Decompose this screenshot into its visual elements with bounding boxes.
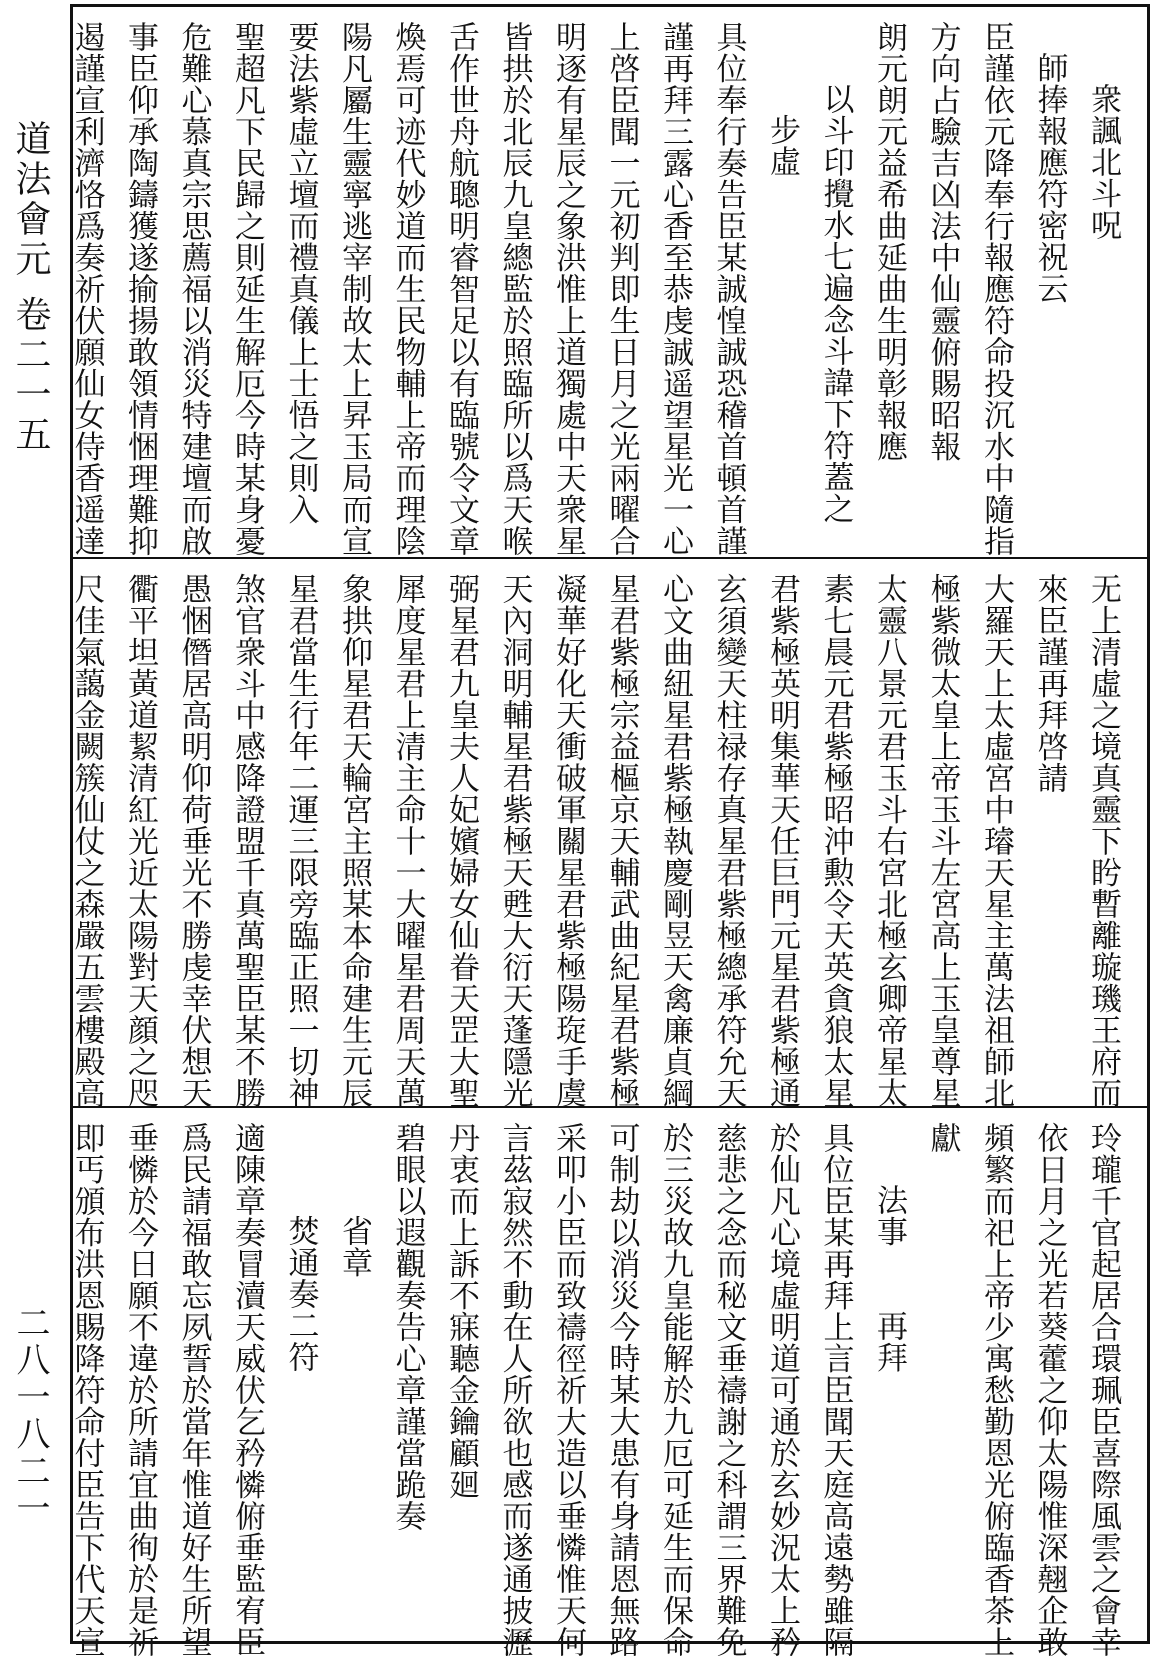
text-column: 師捧報應符密祝云	[1031, 52, 1068, 304]
text-panel-top	[68, 7, 1147, 559]
text-column: 事臣仰承陶鑄獲遂揄揚敢領情悃理難抑	[122, 21, 158, 557]
text-column: 星君當生行年二運三限旁臨正照一切神	[282, 573, 319, 1109]
text-column: 衢平坦黃道絜清紅光近太陽對天顔之咫	[122, 573, 158, 1109]
text-column: 明逐有星辰之象洪惟上道獨處中天衆星	[550, 21, 586, 557]
text-column: 具位奉行奏告臣某誠惶誠恐稽首頓首謹	[710, 21, 747, 557]
text-panel-middle	[68, 559, 1147, 1109]
text-column: 方向占驗吉凶法中仙靈俯賜昭報	[924, 21, 961, 462]
text-column: 適陳章奏冒瀆天威伏乞矜憐俯垂監宥臣	[229, 1122, 265, 1658]
page-number: 二八一八二一	[10, 1305, 50, 1527]
text-column: 即丐頒布洪恩賜降符命付臣告下代天宣	[68, 1122, 105, 1658]
text-column: 象拱仰星君天輪宮主照某本命建生元辰	[336, 573, 372, 1109]
text-column: 舌作世舟航聰明睿智足以有臨號令文章	[443, 21, 479, 557]
text-column: 焚通奏二符	[282, 1215, 319, 1373]
text-column: 頻繁而祀上帝少寓愁勤恩光俯臨香茶上	[978, 1122, 1014, 1658]
page-frame	[68, 4, 1150, 1658]
text-column: 來臣謹再拜啓請	[1031, 573, 1068, 794]
text-column: 无上清虛之境真靈下盻暫離璇璣王府而	[1085, 573, 1121, 1109]
text-column: 步虛	[764, 114, 800, 177]
text-column: 爲民請福敢忘夙誓於當年惟道好生所望	[175, 1122, 212, 1658]
text-column: 君紫極英明集華天任巨門元星君紫極通	[764, 573, 800, 1109]
text-column: 天內洞明輔星君紫極天甦大衍天蓬隱光	[496, 573, 533, 1109]
text-column: 凝華好化天衝破軍關星君紫極陽琁手虞	[550, 573, 586, 1109]
text-column: 臣謹依元降奉行報應符命投沉水中隨指	[978, 21, 1014, 557]
text-column: 皆拱於北辰九皇總監於照臨所以爲天喉	[496, 21, 533, 557]
text-column: 慈悲之念而秘文垂禱謝之科謂三界難免	[710, 1122, 747, 1658]
text-column: 素七晨元君紫極昭沖勲令天英貪狼太星	[817, 573, 854, 1109]
text-column: 煞官衆斗中感降證盟千真萬聖臣某不勝	[229, 573, 265, 1109]
text-column: 愚悃僭居高明仰荷垂光不勝虔幸伏想天	[175, 573, 212, 1109]
text-column: 於仙凡心境虛明道可通於玄妙況太上矜	[764, 1122, 800, 1658]
text-panel-bottom	[68, 1108, 1147, 1658]
text-column: 以斗印攪水七遍念斗諱下符蓋之	[817, 83, 854, 524]
text-column: 玄須變天柱禄存真星君紫極總承符允天	[710, 573, 747, 1109]
text-column: 省章	[336, 1215, 372, 1278]
text-column: 犀度星君上清主命十一大曜星君周天萬	[389, 573, 426, 1109]
text-column: 可制劫以消災今時某大患有身請恩無路	[603, 1122, 640, 1658]
text-column: 衆諷北斗呪	[1085, 83, 1121, 241]
panel-text	[59, 1122, 1129, 1658]
text-column: 言茲寂然不動在人所欲也感而遂通披瀝	[496, 1122, 533, 1658]
text-column: 尺佳氣藹金闕簇仙仗之森嚴五雲樓殿高	[68, 573, 105, 1109]
text-column: 星君紫極宗益樞京天輔武曲紀星君紫極	[603, 573, 640, 1109]
text-column: 危難心慕真宗思薦福以消災特建壇而啟	[175, 21, 212, 557]
text-column: 獻	[924, 1122, 961, 1154]
text-column: 法事 再拜	[871, 1184, 907, 1373]
text-column: 朗元朗元益希曲延曲生明彰報應	[871, 21, 907, 462]
text-column: 煥焉可迹代妙道而生民物輔上帝而理陰	[389, 21, 426, 557]
text-column: 采叩小臣而致禱徑祈大造以垂憐惟天何	[550, 1122, 586, 1658]
text-column: 上啓臣聞一元初判即生日月之光兩曜合	[603, 21, 640, 557]
text-column: 陽凡屬生靈寧逃宰制故太上昇玉局而宣	[336, 21, 372, 557]
text-column: 丹衷而上訴不寐聽金鑰顧廻	[443, 1122, 479, 1500]
text-column: 垂憐於今日願不違於所請宜曲徇於是祈	[122, 1122, 158, 1658]
panel-text	[59, 573, 1129, 1109]
text-column: 於三災故九皇能解於九厄可延生而保命	[657, 1122, 693, 1658]
text-column: 玲瓏千官起居合環珮臣喜際風雲之會幸	[1085, 1122, 1121, 1658]
text-column: 聖超凡下民歸之則延生解厄今時某身憂	[229, 21, 265, 557]
book-title: 道法會元 卷二一五	[10, 120, 51, 456]
text-column: 遏謹宣利濟恪爲奏祈伏願仙女侍香遥達	[68, 21, 105, 557]
text-column: 大羅天上太虛宮中璿天星主萬法祖師北	[978, 573, 1014, 1109]
panel-text	[59, 21, 1129, 557]
text-column: 依日月之光若葵藿之仰太陽惟深翹企敢	[1031, 1122, 1068, 1658]
text-column: 極紫微太皇上帝玉斗左宮高上玉皇尊星	[924, 573, 961, 1109]
text-column: 具位臣某再拜上言臣聞天庭高遠勢雖隔	[817, 1122, 854, 1658]
text-column: 太靈八景元君玉斗右宮北極玄卿帝星太	[871, 573, 907, 1109]
text-column: 心文曲紐星君紫極執慶剛昱天禽廉貞綱	[657, 573, 693, 1109]
text-column: 碧眼以遐觀奏告心章謹當跪奏	[389, 1122, 426, 1532]
text-column: 謹再拜三露心香至恭虔誠遥望星光一心	[657, 21, 693, 557]
text-column: 要法紫虛立壇而禮真儀上士悟之則入	[282, 21, 319, 525]
text-column: 弼星君九皇夫人妃嬪婦女仙眷天罡大聖	[443, 573, 479, 1109]
